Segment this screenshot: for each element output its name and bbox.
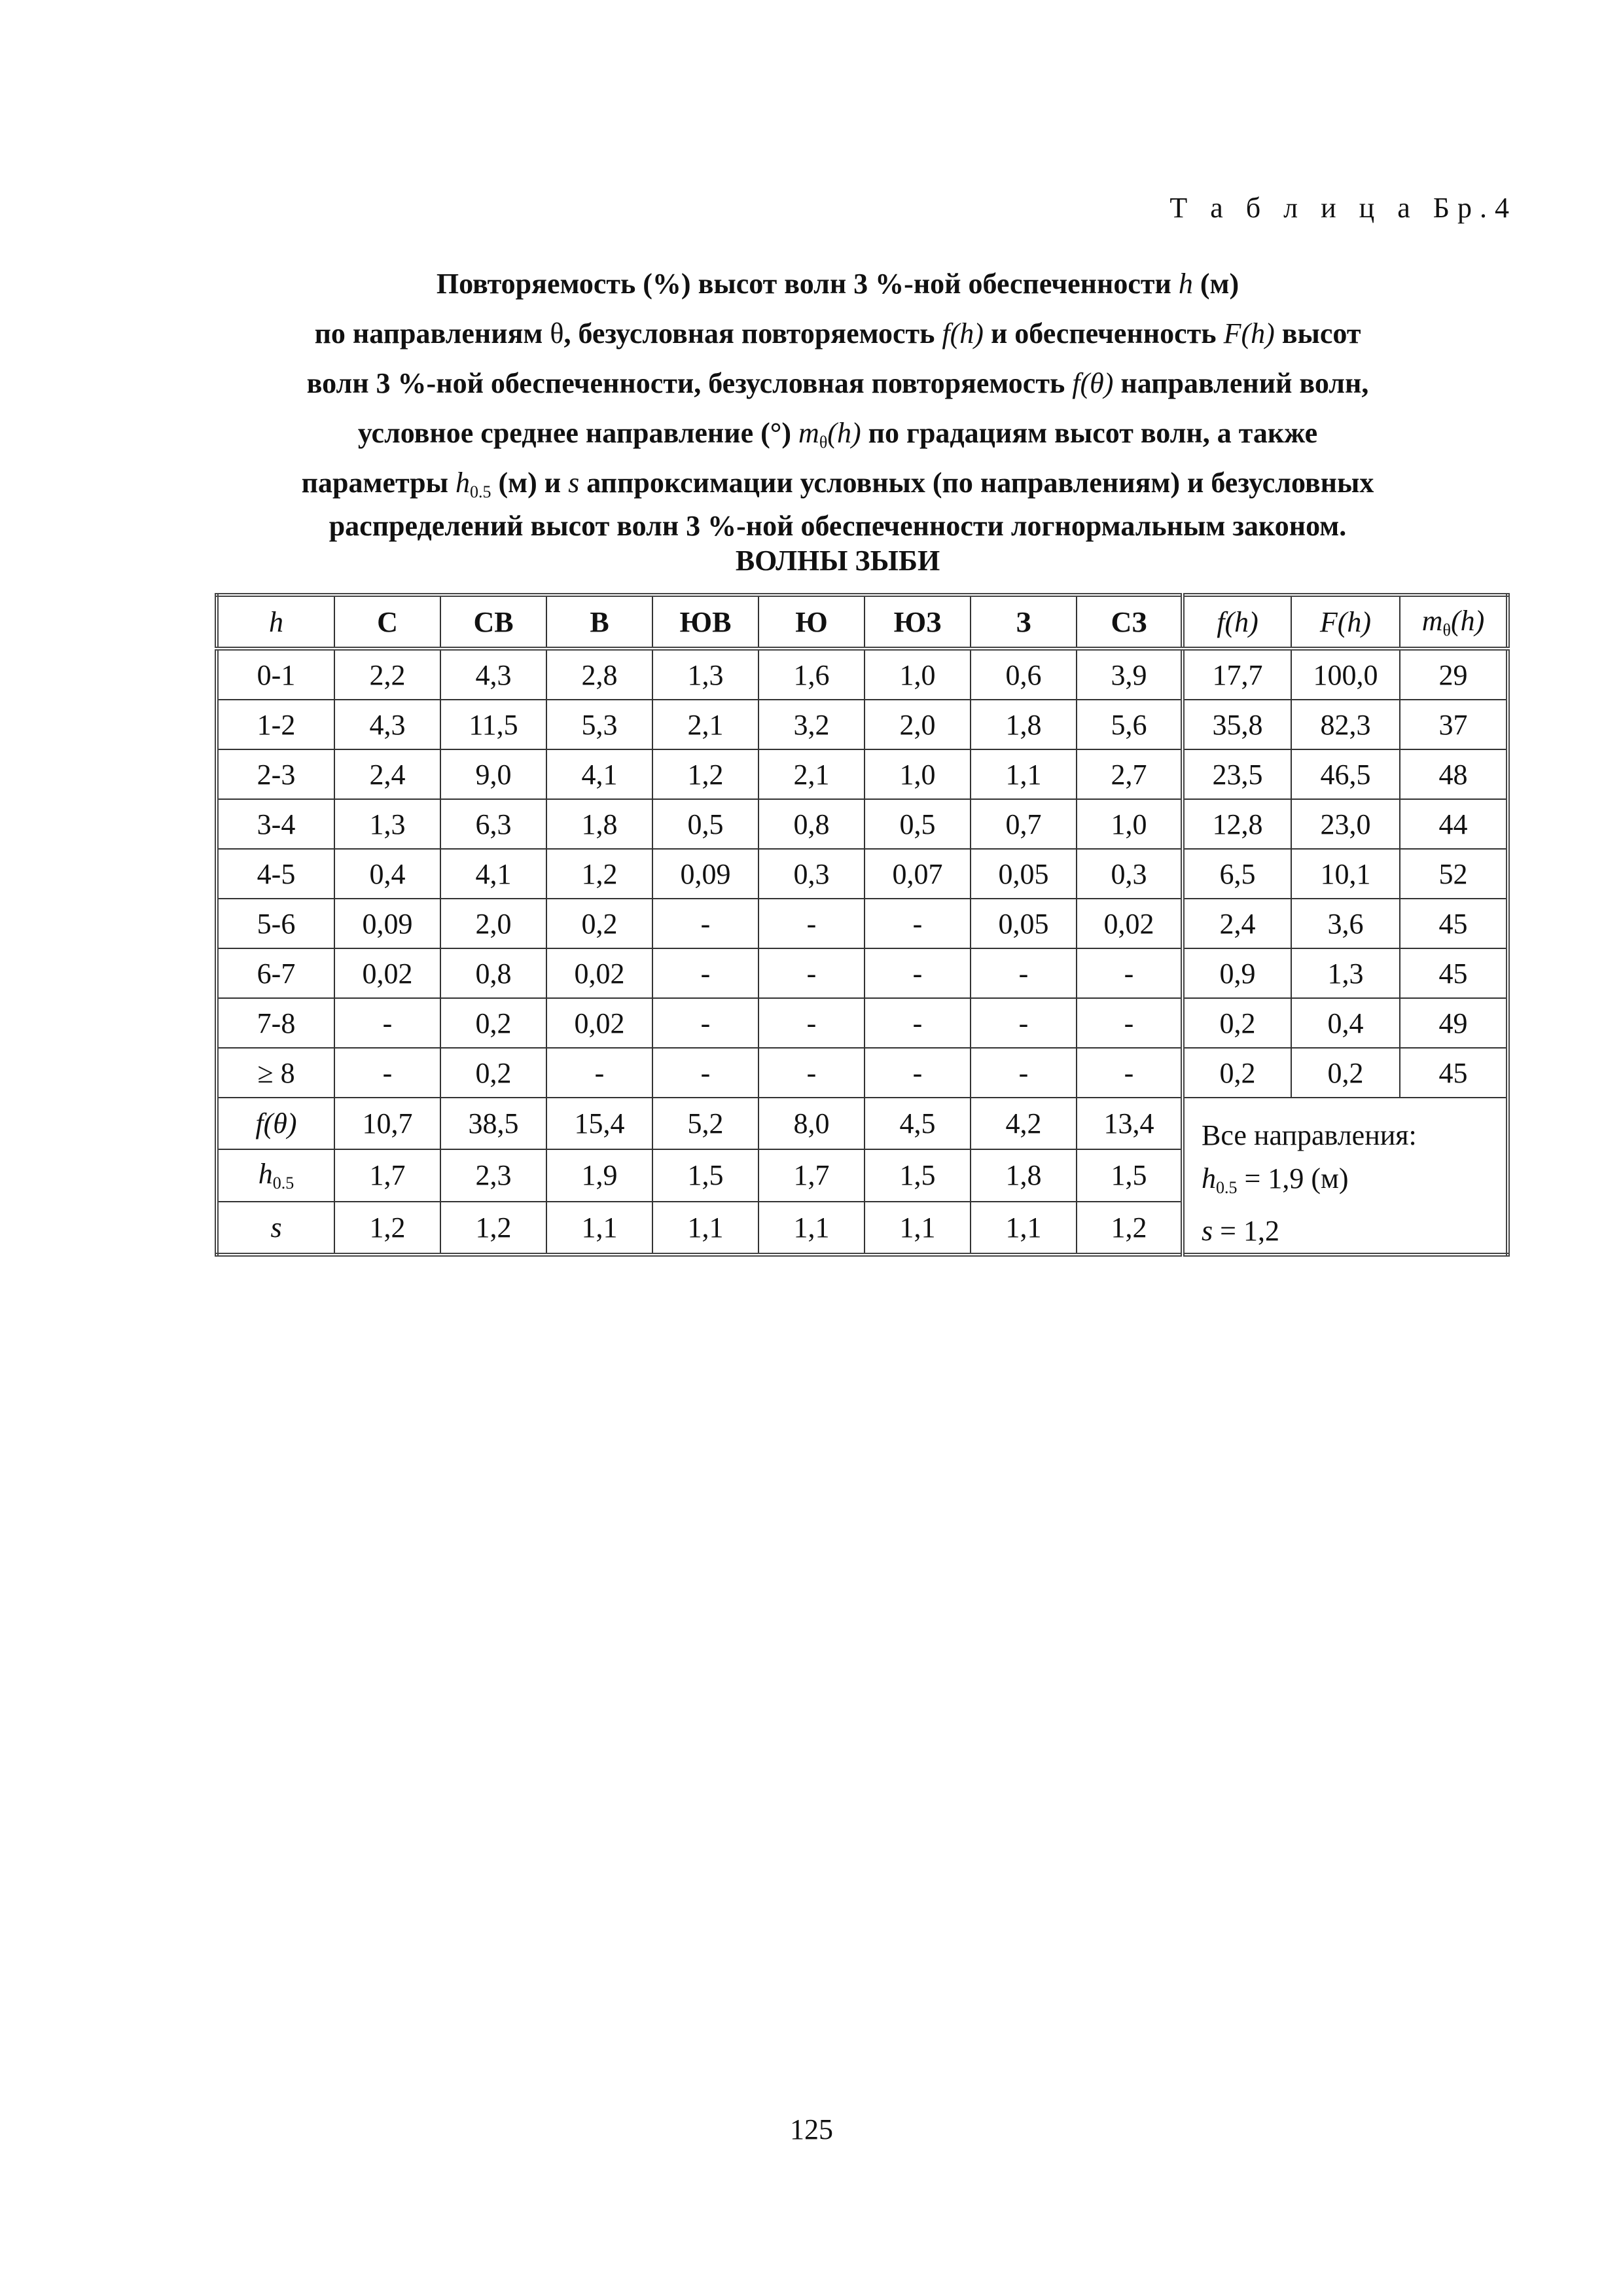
stat-cell: 1,2 [440, 1202, 546, 1255]
direction-value-cell: - [758, 899, 865, 948]
direction-value-cell: - [1077, 998, 1183, 1048]
stats-label: $h_{0.5}$ [217, 1149, 334, 1201]
direction-value-cell: 6,3 [440, 799, 546, 849]
direction-value-cell: 0,05 [971, 899, 1077, 948]
direction-value-cell: 0,02 [334, 948, 440, 998]
direction-value-cell: 0,5 [865, 799, 971, 849]
direction-value-cell: - [334, 998, 440, 1048]
f-h-cell: 17,7 [1183, 649, 1291, 700]
table-subtitle: ВОЛНЫ ЗЫБИ [735, 545, 940, 577]
col-header-F-h: F(h) [1291, 595, 1400, 649]
direction-value-cell: 0,05 [971, 849, 1077, 899]
stat-cell: 1,7 [758, 1149, 865, 1201]
m-theta-cell: 37 [1400, 700, 1508, 749]
f-h-cell: 0,2 [1183, 1048, 1291, 1098]
direction-value-cell: - [758, 1048, 865, 1098]
col-header-h: h [217, 595, 334, 649]
direction-value-cell: 1,2 [546, 849, 652, 899]
stat-cell: 1,5 [652, 1149, 758, 1201]
stat-cell: 1,2 [334, 1202, 440, 1255]
table-label: Т а б л и ц а Бр.4 [1169, 192, 1517, 224]
f-h-cell: 23,5 [1183, 749, 1291, 799]
col-header-sw: ЮЗ [865, 595, 971, 649]
direction-value-cell: 0,02 [546, 998, 652, 1048]
table-row [217, 899, 1508, 948]
direction-value-cell: 3,2 [758, 700, 865, 749]
col-header-w: З [971, 595, 1077, 649]
direction-value-cell: 4,1 [546, 749, 652, 799]
height-range-cell: 0-1 [217, 649, 334, 700]
direction-value-cell: 2,8 [546, 649, 652, 700]
direction-value-cell: 0,02 [1077, 899, 1183, 948]
stats-label: s [217, 1202, 334, 1255]
direction-value-cell: 1,0 [865, 749, 971, 799]
direction-value-cell: 4,1 [440, 849, 546, 899]
direction-value-cell: 2,2 [334, 649, 440, 700]
header-row [217, 595, 1508, 649]
stat-cell: 1,1 [758, 1202, 865, 1255]
table-title: Повторяемость (%) высот волн 3 %-ной обеспеченности h (м) по направлениям θ, безусловная повторяемость f(h) и обеспеченность F(h) высот волн 3 %-ной обеспеченности, безусловная повторяемость f(θ) направлений волн, условное среднее направление (°) $m_\theta(h)$ по градациям высот волн, а также параметры $h_{0.5}$ (м) и s аппроксимации условных (по направлениям) и безусловных распределений высот волн 3 %-ной обеспеченности логнормальным законом. ВОЛНЫ ЗЫБИ [196, 259, 1479, 577]
direction-value-cell: 0,4 [334, 849, 440, 899]
stat-cell: 1,1 [546, 1202, 652, 1255]
col-header-n: С [334, 595, 440, 649]
page-number: 125 [790, 2113, 833, 2145]
f-h-cell: 2,4 [1183, 899, 1291, 948]
direction-value-cell: 0,5 [652, 799, 758, 849]
table-row [217, 799, 1508, 849]
col-header-ne: СВ [440, 595, 546, 649]
direction-value-cell: - [758, 948, 865, 998]
direction-value-cell: 3,9 [1077, 649, 1183, 700]
table-row [217, 948, 1508, 998]
f-h-cell: 6,5 [1183, 849, 1291, 899]
direction-value-cell: - [971, 948, 1077, 998]
direction-value-cell: 4,3 [334, 700, 440, 749]
stat-cell: 10,7 [334, 1098, 440, 1149]
F-h-cell: 23,0 [1291, 799, 1400, 849]
direction-value-cell: 1,0 [865, 649, 971, 700]
table-row [217, 749, 1508, 799]
stat-cell: 38,5 [440, 1098, 546, 1149]
m-theta-cell: 45 [1400, 948, 1508, 998]
direction-value-cell: - [652, 948, 758, 998]
direction-value-cell: - [758, 998, 865, 1048]
direction-value-cell: 0,09 [652, 849, 758, 899]
stats-label: f(θ) [217, 1098, 334, 1149]
f-h-cell: 12,8 [1183, 799, 1291, 849]
stat-cell: 1,7 [334, 1149, 440, 1201]
height-range-cell: 3-4 [217, 799, 334, 849]
direction-value-cell: 0,2 [440, 998, 546, 1048]
direction-value-cell: 2,0 [865, 700, 971, 749]
direction-value-cell: 0,07 [865, 849, 971, 899]
col-header-s: Ю [758, 595, 865, 649]
summary-label: Все направления: [1202, 1119, 1417, 1151]
col-header-f-h: f(h) [1183, 595, 1291, 649]
table-row [217, 700, 1508, 749]
stat-cell: 2,3 [440, 1149, 546, 1201]
direction-value-cell: 2,1 [652, 700, 758, 749]
direction-value-cell: 1,2 [652, 749, 758, 799]
col-header-m-theta: $m_\theta(h)$ [1400, 595, 1508, 649]
direction-value-cell: - [865, 1048, 971, 1098]
direction-value-cell: 1,3 [334, 799, 440, 849]
stat-cell: 1,5 [1077, 1149, 1183, 1201]
direction-value-cell: 2,4 [334, 749, 440, 799]
height-range-cell: 2-3 [217, 749, 334, 799]
wave-height-table [215, 593, 1510, 1257]
direction-value-cell: 1,0 [1077, 799, 1183, 849]
direction-value-cell: - [652, 998, 758, 1048]
direction-value-cell: - [334, 1048, 440, 1098]
direction-value-cell: - [1077, 948, 1183, 998]
col-header-nw: СЗ [1077, 595, 1183, 649]
height-range-cell: ≥ 8 [217, 1048, 334, 1098]
F-h-cell: 1,3 [1291, 948, 1400, 998]
stat-cell: 5,2 [652, 1098, 758, 1149]
stats-row-f-theta [217, 1098, 1508, 1149]
direction-value-cell: 1,3 [652, 649, 758, 700]
f-h-cell: 0,9 [1183, 948, 1291, 998]
m-theta-cell: 49 [1400, 998, 1508, 1048]
m-theta-cell: 29 [1400, 649, 1508, 700]
direction-value-cell: 11,5 [440, 700, 546, 749]
stat-cell: 1,5 [865, 1149, 971, 1201]
direction-value-cell: 0,8 [440, 948, 546, 998]
F-h-cell: 0,4 [1291, 998, 1400, 1048]
direction-value-cell: 0,8 [758, 799, 865, 849]
direction-value-cell: - [971, 1048, 1077, 1098]
stat-cell: 15,4 [546, 1098, 652, 1149]
stat-cell: 1,1 [865, 1202, 971, 1255]
direction-value-cell: - [971, 998, 1077, 1048]
stat-cell: 4,2 [971, 1098, 1077, 1149]
stat-cell: 1,8 [971, 1149, 1077, 1201]
summary-cell [1183, 1098, 1508, 1255]
summary-s: s = 1,2 [1202, 1215, 1279, 1247]
col-header-e: В [546, 595, 652, 649]
m-theta-cell: 48 [1400, 749, 1508, 799]
direction-value-cell: 0,3 [1077, 849, 1183, 899]
direction-value-cell: 0,09 [334, 899, 440, 948]
direction-value-cell: 2,0 [440, 899, 546, 948]
direction-value-cell: - [865, 948, 971, 998]
stat-cell: 1,1 [971, 1202, 1077, 1255]
direction-value-cell: 5,6 [1077, 700, 1183, 749]
F-h-cell: 0,2 [1291, 1048, 1400, 1098]
direction-value-cell: 4,3 [440, 649, 546, 700]
direction-value-cell: 2,7 [1077, 749, 1183, 799]
f-h-cell: 35,8 [1183, 700, 1291, 749]
direction-value-cell: 0,02 [546, 948, 652, 998]
direction-value-cell: 0,7 [971, 799, 1077, 849]
direction-value-cell: 0,6 [971, 649, 1077, 700]
F-h-cell: 46,5 [1291, 749, 1400, 799]
m-theta-cell: 52 [1400, 849, 1508, 899]
f-h-cell: 0,2 [1183, 998, 1291, 1048]
m-theta-cell: 45 [1400, 1048, 1508, 1098]
direction-value-cell: 5,3 [546, 700, 652, 749]
stat-cell: 4,5 [865, 1098, 971, 1149]
stat-cell: 13,4 [1077, 1098, 1183, 1149]
F-h-cell: 3,6 [1291, 899, 1400, 948]
stat-cell: 1,1 [652, 1202, 758, 1255]
direction-value-cell: 0,2 [546, 899, 652, 948]
table-row [217, 649, 1508, 700]
height-range-cell: 1-2 [217, 700, 334, 749]
stat-cell: 1,2 [1077, 1202, 1183, 1255]
height-range-cell: 6-7 [217, 948, 334, 998]
direction-value-cell: 9,0 [440, 749, 546, 799]
height-range-cell: 5-6 [217, 899, 334, 948]
direction-value-cell: 2,1 [758, 749, 865, 799]
direction-value-cell: 1,8 [971, 700, 1077, 749]
direction-value-cell: 0,3 [758, 849, 865, 899]
direction-value-cell: - [1077, 1048, 1183, 1098]
table-row [217, 849, 1508, 899]
F-h-cell: 82,3 [1291, 700, 1400, 749]
F-h-cell: 100,0 [1291, 649, 1400, 700]
direction-value-cell: 1,8 [546, 799, 652, 849]
direction-value-cell: 1,6 [758, 649, 865, 700]
m-theta-cell: 45 [1400, 899, 1508, 948]
direction-value-cell: 0,2 [440, 1048, 546, 1098]
table-row [217, 998, 1508, 1048]
height-range-cell: 4-5 [217, 849, 334, 899]
direction-value-cell: - [865, 899, 971, 948]
direction-value-cell: - [652, 899, 758, 948]
stat-cell: 8,0 [758, 1098, 865, 1149]
F-h-cell: 10,1 [1291, 849, 1400, 899]
direction-value-cell: - [546, 1048, 652, 1098]
stat-cell: 1,9 [546, 1149, 652, 1201]
direction-value-cell: - [652, 1048, 758, 1098]
table-row [217, 1048, 1508, 1098]
col-header-se: ЮВ [652, 595, 758, 649]
m-theta-cell: 44 [1400, 799, 1508, 849]
direction-value-cell: 1,1 [971, 749, 1077, 799]
height-range-cell: 7-8 [217, 998, 334, 1048]
direction-value-cell: - [865, 998, 971, 1048]
summary-h05: $h_{0.5} = 1,9$ (м) [1202, 1162, 1349, 1197]
